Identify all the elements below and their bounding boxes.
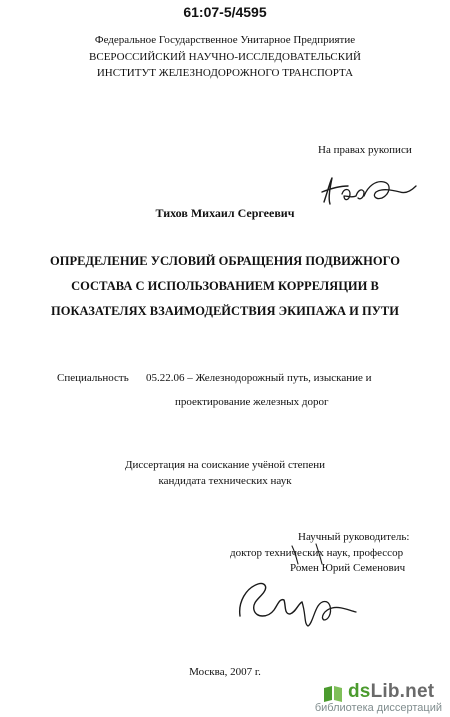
dslib-watermark[interactable] xyxy=(272,681,442,715)
org-line-2: ВСЕРОССИЙСКИЙ НАУЧНО-ИССЛЕДОВАТЕЛЬСКИЙ xyxy=(89,51,361,63)
supervisor-name: Ромен Юрий Семенович xyxy=(290,562,406,574)
watermark-logo-part1: ds xyxy=(348,681,371,702)
rights-note: На правах рукописи xyxy=(318,144,412,156)
catalog-code: 61:07-5/4595 xyxy=(183,4,267,20)
city-year: Москва, 2007 г. xyxy=(189,666,261,678)
supervisor-role: Научный руководитель: xyxy=(298,531,410,543)
specialty-label: Специальность xyxy=(57,372,129,384)
org-line-3: ИНСТИТУТ ЖЕЛЕЗНОДОРОЖНОГО ТРАНСПОРТА xyxy=(96,67,354,79)
watermark-subtitle: библиотека диссертаций xyxy=(314,702,442,714)
specialty-code: 05.22.06 – Железнодорожный путь, изыскание и xyxy=(146,372,372,384)
specialty-description: проектирование железных дорог xyxy=(175,396,329,408)
org-line-1: Федеральное Государственное Унитарное Предприятие xyxy=(94,34,356,46)
book-icon xyxy=(322,684,344,702)
title-line-3: ПОКАЗАТЕЛЯХ ВЗАИМОДЕЙСТВИЯ ЭКИПАЖА И ПУТИ xyxy=(51,304,399,318)
degree-line-2: кандидата технических наук xyxy=(158,475,292,487)
supervisor-signature xyxy=(232,540,362,630)
author-name: Тихов Михаил Сергеевич xyxy=(155,206,295,220)
title-line-1: ОПРЕДЕЛЕНИЕ УСЛОВИЙ ОБРАЩЕНИЯ ПОДВИЖНОГО xyxy=(50,254,400,268)
watermark-logo-part2: Lib.net xyxy=(370,681,435,702)
title-line-2: СОСТАВА С ИСПОЛЬЗОВАНИЕМ КОРРЕЛЯЦИИ В xyxy=(71,279,379,293)
watermark-logo xyxy=(348,681,434,703)
degree-line-1: Диссертация на соискание учёной степени xyxy=(124,459,326,471)
supervisor-title: доктор технических наук, профессор xyxy=(230,547,404,559)
